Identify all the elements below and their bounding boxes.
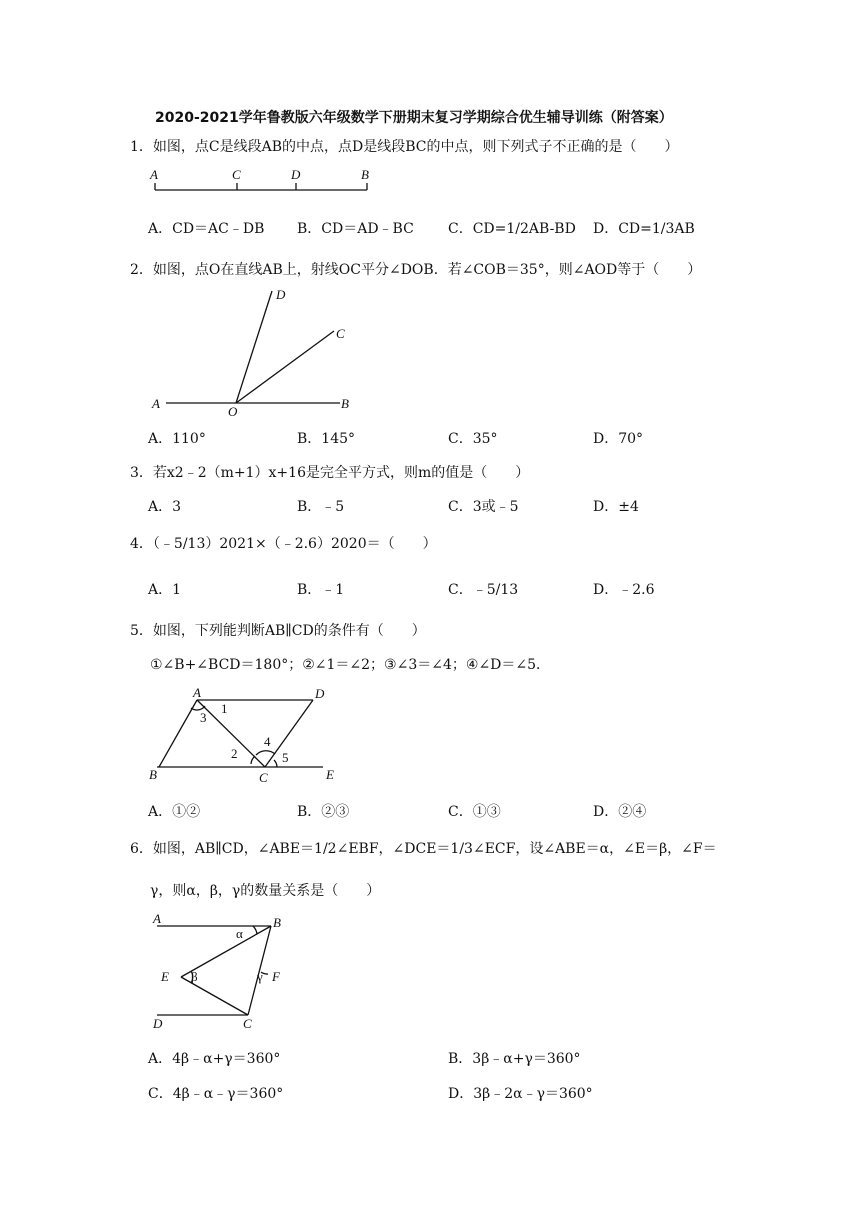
label-gamma: γ	[257, 969, 263, 984]
question-4-stem: 4．（﹣5/13）2021×（﹣2.6）2020＝（ ）	[130, 536, 437, 552]
label-b: B	[273, 915, 281, 930]
q5-option-b[interactable]: B．②③	[297, 804, 350, 820]
label-5: 5	[282, 750, 289, 765]
q3-option-a[interactable]: A．3	[148, 499, 182, 515]
label-alpha: α	[236, 926, 243, 941]
q1-option-c[interactable]: C．CD=1/2AB-BD	[448, 221, 576, 237]
q3-option-c[interactable]: C．3或﹣5	[448, 499, 519, 515]
label-b: B	[361, 167, 369, 182]
q2-figure-angles	[148, 283, 368, 418]
question-2-stem: 2．如图，点O在直线AB上，射线OC平分∠DOB．若∠COB＝35°，则∠AOD等于（ ）	[130, 262, 702, 278]
label-b: B	[341, 396, 349, 411]
question-6-stem-line1: 6．如图，AB∥CD，∠ABE＝1/2∠EBF，∠DCE＝1/3∠ECF，设∠ABE＝α，∠E＝β，∠F＝	[130, 841, 717, 857]
label-e: E	[326, 767, 334, 782]
q3-option-b[interactable]: B．﹣5	[297, 499, 345, 515]
q6-option-a[interactable]: A．4β﹣α+γ＝360°	[148, 1051, 281, 1067]
q1-option-b[interactable]: B．CD＝AD﹣BC	[297, 221, 414, 237]
label-a: A	[150, 167, 158, 182]
ray-od	[236, 291, 272, 403]
q2-option-b[interactable]: B．145°	[297, 431, 356, 447]
q5-figure-parallelogram	[145, 682, 355, 787]
label-c: C	[336, 326, 345, 341]
label-d: D	[315, 686, 325, 701]
label-b: B	[149, 767, 157, 782]
label-1: 1	[221, 701, 228, 716]
arc-4	[256, 751, 275, 755]
label-a: A	[193, 685, 201, 700]
label-c: C	[259, 770, 268, 785]
label-c: C	[232, 167, 241, 182]
q2-option-a[interactable]: A．110°	[148, 431, 206, 447]
question-6-stem-line2: γ，则α，β，γ的数量关系是（ ）	[150, 883, 381, 899]
label-d: D	[291, 167, 301, 182]
question-1-stem: 1．如图，点C是线段AB的中点，点D是线段BC的中点，则下列式子不正确的是（ ）	[130, 139, 679, 155]
question-5-stem: 5．如图，下列能判断AB∥CD的条件有（ ）	[130, 623, 426, 639]
q6-option-b[interactable]: B．3β﹣α+γ＝360°	[448, 1051, 581, 1067]
q2-option-c[interactable]: C．35°	[448, 431, 498, 447]
q5-option-d[interactable]: D．②④	[593, 804, 647, 820]
question-3-stem: 3．若x2﹣2（m+1）x+16是完全平方式，则m的值是（ ）	[130, 465, 530, 481]
label-e: E	[161, 969, 169, 984]
label-o: O	[228, 404, 238, 418]
q1-option-d[interactable]: D．CD=1/3AB	[593, 221, 695, 237]
label-c: C	[243, 1016, 252, 1031]
label-a: A	[152, 396, 160, 411]
label-beta: β	[191, 969, 198, 984]
arc-2	[251, 756, 255, 764]
label-2: 2	[231, 746, 238, 761]
q6-option-c[interactable]: C．4β﹣α﹣γ＝360°	[148, 1086, 284, 1102]
arc-5	[274, 760, 277, 767]
q6-option-d[interactable]: D．3β﹣2α﹣γ＝360°	[448, 1086, 593, 1102]
q5-option-a[interactable]: A．①②	[148, 804, 201, 820]
q1-option-a[interactable]: A．CD＝AC﹣DB	[148, 221, 265, 237]
line-ab	[159, 700, 197, 767]
label-a: A	[153, 911, 161, 926]
question-5-conditions: ①∠B+∠BCD＝180°；②∠1＝∠2；③∠3＝∠4；④∠D＝∠5．	[150, 657, 551, 673]
q2-option-d[interactable]: D．70°	[593, 431, 644, 447]
label-d: D	[276, 287, 286, 302]
q4-option-d[interactable]: D．﹣2.6	[593, 582, 655, 598]
label-d: D	[153, 1016, 163, 1031]
q4-option-c[interactable]: C．﹣5/13	[448, 582, 519, 598]
q5-option-c[interactable]: C．①③	[448, 804, 501, 820]
label-3: 3	[200, 710, 207, 725]
q1-figure-segment	[145, 165, 385, 205]
label-f: F	[272, 969, 280, 984]
label-4: 4	[264, 734, 271, 749]
q6-figure-parallel-lines	[145, 910, 295, 1035]
q3-option-d[interactable]: D．±4	[593, 499, 639, 515]
line-dc	[265, 700, 313, 767]
q4-option-a[interactable]: A．1	[148, 582, 182, 598]
ray-oc	[236, 331, 334, 403]
page-title: 2020-2021学年鲁教版六年级数学下册期末复习学期综合优生辅导训练（附答案）	[155, 110, 673, 126]
arc-alpha	[253, 926, 257, 934]
q4-option-b[interactable]: B．﹣1	[297, 582, 345, 598]
